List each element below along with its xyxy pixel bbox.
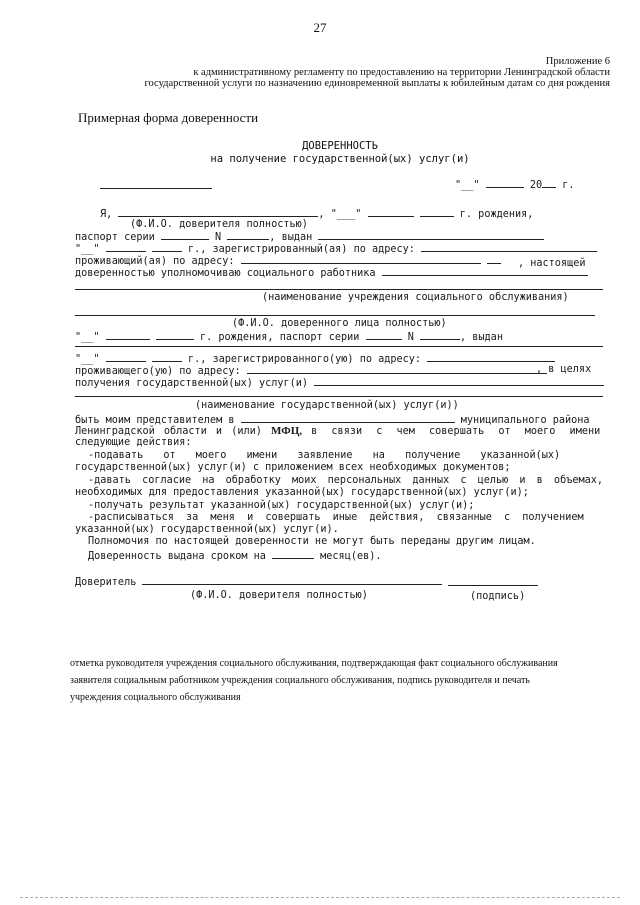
- label-agent-reg: г., зарегистрированного(ую) по адресу:: [187, 354, 422, 365]
- org-name-field[interactable]: [75, 289, 603, 290]
- label-birth-year: г. рождения,: [459, 209, 534, 220]
- label-agent-birth: г. рождения, паспорт серии: [199, 332, 360, 343]
- place-blank[interactable]: [100, 188, 212, 189]
- action-1b: государственной(ых) услуг(и) с приложением всех необходимых документов;: [75, 462, 511, 473]
- date-year-blank[interactable]: [542, 178, 556, 188]
- label-authorize-suffix: , настоящей: [518, 258, 586, 269]
- action-2b: необходимых для предоставления указанной(ых) государственной(ых) услуг(и);: [75, 487, 529, 498]
- line-receive: [75, 376, 604, 390]
- label-passport: паспорт серии: [75, 232, 155, 243]
- date-year-suffix: г.: [562, 180, 575, 191]
- reg-address-field[interactable]: [421, 242, 597, 252]
- date-line: [455, 178, 575, 192]
- agent-issued-by-field[interactable]: [75, 346, 603, 347]
- label-issued: , выдан: [269, 232, 313, 243]
- label-live-address: проживающий(ая) по адресу:: [75, 256, 235, 267]
- label-number: N: [215, 232, 222, 243]
- live-address-field[interactable]: [241, 254, 481, 264]
- note-line-2: заявителя социальным работником учреждения социального обслуживания, подпись руководителя и печать: [70, 675, 530, 686]
- label-reg-address: г., зарегистрированный(ая) по адресу:: [187, 244, 415, 255]
- agent-passport-number-field[interactable]: [420, 330, 460, 340]
- label-agent-issued: выдан: [472, 332, 503, 343]
- principal-name-field[interactable]: [118, 207, 318, 217]
- label-in-order: , в целях: [536, 364, 592, 375]
- action-4a: -расписываться за меня и совершать иные действия, связанные с получением: [88, 512, 584, 523]
- appendix-header: [144, 56, 610, 89]
- agent-birth-month-field[interactable]: [106, 330, 150, 340]
- caption-fio-principal-2: (Ф.И.О. доверителя полностью): [190, 590, 368, 601]
- agent-passport-series-field[interactable]: [366, 330, 402, 340]
- line-registration: "__" г., зарегистрированный(ая) по адресу:: [75, 242, 597, 256]
- label-receive: получения государственной(ых) услуг(и): [75, 378, 309, 389]
- issue-month-field[interactable]: [106, 242, 146, 252]
- line-authorize: [75, 266, 588, 280]
- label-be-rep: быть моим представителем в: [75, 415, 235, 426]
- doc-subtitle: на получение государственной(ых) услуг(и): [210, 153, 470, 165]
- caption-services: (наименование государственной(ых) услуг(и)): [195, 400, 459, 411]
- line-principal-sign: [75, 575, 442, 589]
- action-4b: указанной(ых) государственной(ых) услуг(и).: [75, 524, 339, 535]
- powers-statement: Полномочия по настоящей доверенности не могут быть переданы другим лицам.: [88, 536, 536, 547]
- caption-signature: (подпись): [470, 591, 526, 602]
- action-1a: -подавать от моего имени заявление на получение указанной(ых): [88, 450, 561, 461]
- label-authorize: доверенностью уполномочиваю социального работника: [75, 268, 376, 279]
- action-2a: -давать согласие на обработку моих персональных данных с целью и в объемах,: [88, 475, 604, 486]
- live-address-field-2[interactable]: [487, 254, 501, 264]
- label-region: Ленинградской области и (или): [75, 426, 262, 437]
- label-agent-live: проживающего(ую) по адресу:: [75, 366, 241, 377]
- term-months-field[interactable]: [272, 549, 314, 559]
- appendix-label: Приложение 6: [545, 56, 610, 67]
- sample-form-heading: Примерная форма доверенности: [78, 110, 259, 125]
- doc-title: ДОВЕРЕННОСТЬ: [302, 140, 378, 152]
- agent-issue-year-field[interactable]: [152, 352, 182, 362]
- passport-series-field[interactable]: [161, 230, 209, 240]
- line-actions: следующие действия:: [75, 437, 192, 448]
- date-year-prefix: 20: [529, 180, 543, 191]
- caption-fio-principal: (Ф.И.О. доверителя полностью): [130, 219, 308, 230]
- agent-issue-month-field[interactable]: [106, 352, 146, 362]
- label-months: месяц(ев).: [320, 551, 382, 562]
- label-in-connection: в связи с чем совершать от моего имени: [311, 426, 601, 437]
- caption-org: (наименование учреждения социального обслуживания): [262, 292, 569, 303]
- scan-edge-line: [20, 897, 620, 898]
- date-day[interactable]: "__": [455, 180, 480, 191]
- municipality-field[interactable]: [241, 413, 455, 423]
- date-month-blank[interactable]: [486, 178, 524, 188]
- term-line: [88, 549, 382, 563]
- label-municipal: муниципального района: [460, 415, 590, 426]
- label-principal: Доверитель: [75, 577, 137, 588]
- caption-fio-agent: (Ф.И.О. доверенного лица полностью): [232, 318, 447, 329]
- appendix-line-2: к административному регламенту по предоставлению на территории Ленинградской области: [193, 67, 610, 78]
- note-line-1: отметка руководителя учреждения социального обслуживания, подтверждающая факт социального обслуживания: [70, 658, 558, 669]
- label-agent-number: N: [407, 332, 414, 343]
- agent-birth-year-field[interactable]: [156, 330, 194, 340]
- action-3: -получать результат указанной(ых) государственной(ых) услуг(и);: [88, 500, 475, 511]
- label-ya: Я,: [100, 209, 113, 220]
- passport-number-field[interactable]: [227, 230, 269, 240]
- appendix-line-3: государственной услуги по назначению единовременной выплаты к юбилейным датам со дня рождения: [144, 78, 610, 89]
- label-birth-quote: , "___": [318, 209, 362, 220]
- birth-year-field[interactable]: [420, 207, 454, 217]
- line-agent-reg: "__" г., зарегистрированного(ую) по адресу:: [75, 352, 555, 366]
- agent-live-address-field[interactable]: [247, 364, 547, 374]
- label-term: Доверенность выдана сроком на: [88, 551, 266, 562]
- line-agent-birth: "__" г. рождения, паспорт серии N , выдан: [75, 332, 503, 343]
- birth-month-field[interactable]: [368, 207, 414, 217]
- agent-reg-address-field[interactable]: [427, 352, 555, 362]
- issued-by-field[interactable]: [318, 230, 544, 240]
- label-mfc: МФЦ,: [271, 425, 303, 437]
- issue-year-field[interactable]: [152, 242, 182, 252]
- principal-fio-field[interactable]: [142, 575, 442, 585]
- service-name-field-2[interactable]: [75, 396, 603, 397]
- service-name-field[interactable]: [314, 376, 604, 386]
- signature-field[interactable]: [448, 585, 538, 586]
- agent-name-field[interactable]: [75, 315, 595, 316]
- note-line-3: учреждения социального обслуживания: [70, 692, 241, 703]
- page-number: 27: [313, 20, 327, 35]
